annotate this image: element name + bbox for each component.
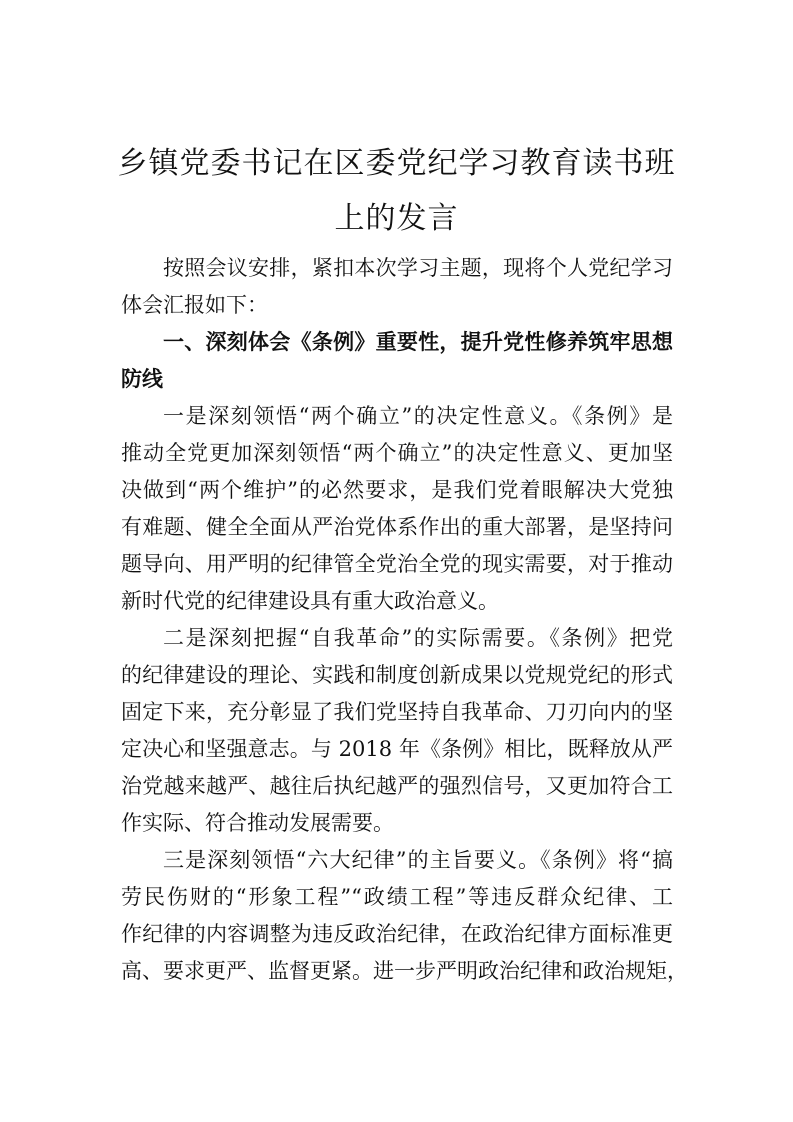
paragraph (121, 620, 673, 842)
text-line: 体会汇报如下： (121, 293, 268, 317)
text-line: 高、要求更严、监督更紧。进一步严明政治纪律和政治规矩， (121, 959, 688, 983)
text-line: 三是深刻领悟“六大纪律”的主旨要义。《条例》将“搞 (163, 848, 673, 872)
text-line: 劳民伤财的“形象工程”“政绩工程”等违反群众纪律、工 (121, 885, 673, 909)
text-line: 二是深刻把握“自我革命”的实际需要。《条例》把党 (163, 626, 673, 650)
text-line: 的纪律建设的理论、实践和制度创新成果以党规党纪的形式 (121, 663, 673, 687)
text-line: 按照会议安排，紧扣本次学习主题，现将个人党纪学习 (163, 256, 673, 280)
text-line: 一是深刻领悟“两个确立”的决定性意义。《条例》是 (163, 404, 673, 428)
text-line: 推动全党更加深刻领悟“两个确立”的决定性意义、更加坚 (121, 441, 673, 465)
paragraph (121, 842, 688, 990)
text-line: 固定下来，充分彰显了我们党坚持自我革命、刀刃向内的坚 (121, 700, 673, 724)
text-line: 新时代党的纪律建设具有重大政治意义。 (121, 589, 499, 613)
text-line: 作纪律的内容调整为违反政治纪律，在政治纪律方面标准更 (121, 922, 673, 946)
text-line: 有难题、健全全面从严治党体系作出的重大部署，是坚持问 (121, 515, 673, 539)
paragraph (121, 398, 673, 620)
text-line: 决做到“两个维护”的必然要求，是我们党着眼解决大党独 (121, 478, 673, 502)
section-heading (121, 324, 673, 398)
text-line: 定决心和坚强意志。与 2018 年《条例》相比，既释放从严 (121, 737, 673, 761)
text-line: 作实际、符合推动发展需要。 (121, 811, 394, 835)
text-line: 防线 (121, 367, 163, 391)
document-title-line-1: 乡镇党委书记在区委党纪学习教育读书班 (117, 146, 676, 181)
text-line: 治党越来越严、越往后执纪越严的强烈信号，又更加符合工 (121, 774, 673, 798)
text-line: 题导向、用严明的纪律管全党治全党的现实需要，对于推动 (121, 552, 673, 576)
document-body (121, 250, 688, 990)
text-line: 一、深刻体会《条例》重要性，提升党性修养筑牢思想 (163, 330, 673, 354)
paragraph (121, 250, 673, 324)
document-title-line-2: 上的发言 (334, 201, 459, 236)
